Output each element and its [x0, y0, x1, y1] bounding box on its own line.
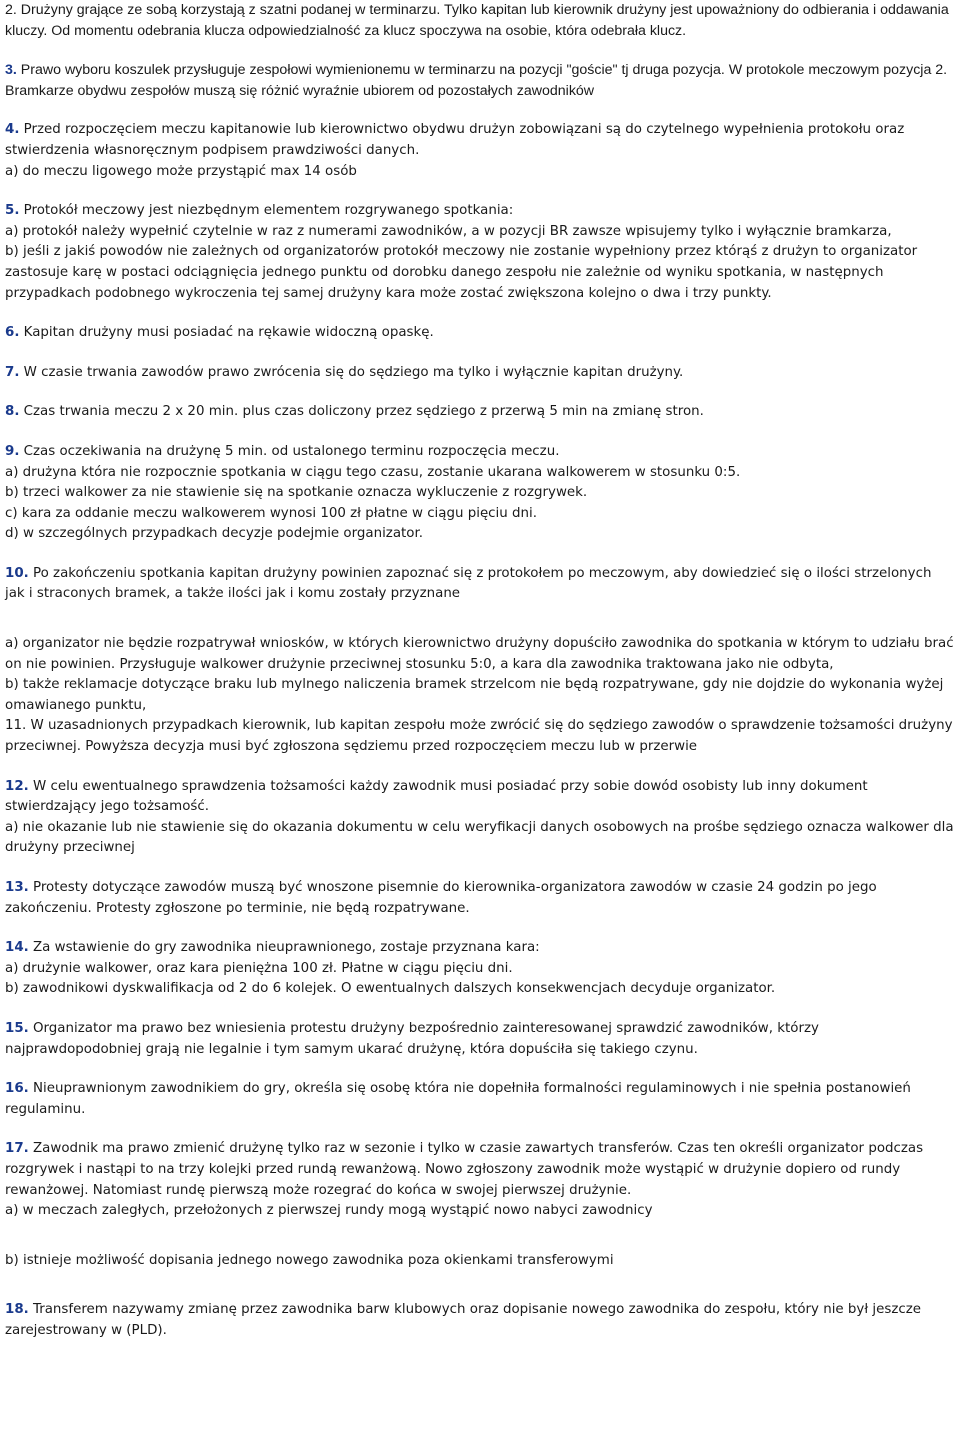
section-12-item-a: a) nie okazanie lub nie stawienie się do okazania dokumentu w celu weryfikacji danych osobowych na prośbe sędziego oznacza walkower dla drużyny przeciwnej — [5, 819, 954, 856]
regulations-document — [5, 0, 955, 1342]
section-number: 14. — [5, 940, 29, 956]
section-text: W celu ewentualnego sprawdzenia tożsamości każdy zawodnik musi posiadać przy sobie dowód osobisty lub inny dokument stwierdzający jego tożsamość. — [5, 778, 868, 815]
section-text: Po zakończeniu spotkania kapitan drużyny powinien zapoznać się z protokołem po meczowym, aby dowiedzieć się o ilości strzelonych jak i straconych bramek, a także ilości jak i komu zostały przyznane — [5, 565, 932, 602]
section-text: Czas oczekiwania na drużynę 5 min. od ustalonego terminu rozpoczęcia meczu. — [19, 443, 560, 459]
section-16 — [5, 1079, 955, 1120]
section-text: Czas trwania meczu 2 x 20 min. plus czas doliczony przez sędziego z przerwą 5 min na zmianę stron. — [19, 404, 704, 420]
section-text: Prawo wyboru koszulek przysługuje zespołowi wymienionemu w terminarzu na pozycji "goście" tj druga pozycja. W protokole meczowym pozycja 2. Bramkarze obydwu zespołów muszą się różnić wyraźnie ubiorem od pozostałych zawodników — [5, 62, 948, 99]
section-2: 2. Drużyny grające ze sobą korzystają z szatni podanej w terminarzu. Tylko kapitan lub kierownik drużyny jest upoważniony do odbierania i oddawania kluczy. Od momentu odebrania klucza odpowiedzialność za klucz spoczywa na osobie, która odebrała klucz. — [5, 2, 949, 39]
section-17-item-a: a) w meczach zaległych, przełożonych z pierwszej rundy mogą wystąpić nowo nabyci zawodnicy — [5, 1203, 653, 1219]
section-8 — [5, 402, 955, 423]
section-9 — [5, 442, 955, 463]
section-text: Nieuprawnionym zawodnikiem do gry, określa się osobę która nie dopełniła formalności regulaminowych i nie spełnia postanowień regulaminu. — [5, 1081, 911, 1117]
section-3 — [5, 60, 955, 101]
section-number: 6. — [5, 325, 20, 341]
section-10 — [5, 564, 955, 605]
section-12 — [5, 777, 955, 818]
section-text: Protesty dotyczące zawodów muszą być wnoszone pisemnie do kierownika-organizatora zawodów w czasie 24 godzin po jego zakończeniu. Protesty zgłoszone po terminie, nie będą rozpatrywane. — [5, 880, 877, 916]
section-text: Zawodnik ma prawo zmienić drużynę tylko raz w sezonie i tylko w czasie zawartych transferów. Czas ten określi organizator podczas rozgrywek i nastąpi to na trzy kolejki przed rundą rewanżową. Nowo zgłoszony zawodnik może wystąpić w drużynie dopiero od rundy rewanżowej. Natomiast rundę pierwszą może rozegrać do końca w swojej pierwszej drużynie. — [5, 1141, 924, 1198]
section-14-item-b: b) zawodnikowi dyskwalifikacja od 2 do 6 kolejek. O ewentualnych dalszych konsekwencjach decyduje organizator. — [5, 981, 776, 997]
section-number: 4. — [5, 122, 20, 138]
section-7 — [5, 363, 955, 384]
section-number: 16. — [5, 1081, 29, 1097]
section-text: W czasie trwania zawodów prawo zwrócenia się do sędziego ma tylko i wyłącznie kapitan drużyny. — [19, 364, 684, 380]
section-9-item-c: c) kara za oddanie meczu walkowerem wynosi 100 zł płatne w ciągu pięciu dni. — [5, 505, 537, 521]
section-5-item-b: b) jeśli z jakiś powodów nie zależnych od organizatorów protokół meczowy nie zostanie wypełniony przez którąś z drużyn to organizator zastosuje karę w postaci odciągnięcia jednego punktu od dorobku danego zespołu nie zależnie od wyniku spotkania, w następnych przypadkach podobnego wykroczenia tej samej drużyny kara może zostać zwiększona kolejno o dwa i trzy punkty. — [5, 244, 918, 301]
section-10-item-a: a) organizator nie będzie rozpatrywał wniosków, w których kierownictwo drużyny dopuściło zawodnika do spotkania w którym to udziału brać on nie powinien. Przysługuje walkower drużynie przeciwnej stosunku 5:0, a kara dla zawodnika traktowana jako nie odbyta, — [5, 636, 954, 672]
section-number: 17. — [5, 1141, 29, 1157]
section-9-item-b: b) trzeci walkower za nie stawienie się na spotkanie oznacza wykluczenie z rozgrywek. — [5, 485, 588, 501]
section-number: 5. — [5, 203, 20, 219]
section-text: Za wstawienie do gry zawodnika nieuprawnionego, zostaje przyznana kara: — [28, 940, 540, 956]
section-17-item-b: b) istnieje możliwość dopisania jednego nowego zawodnika poza okienkami transferowymi — [5, 1252, 614, 1268]
section-number: 15. — [5, 1020, 29, 1036]
section-14 — [5, 938, 955, 959]
section-number: 3. — [5, 62, 17, 79]
section-5 — [5, 201, 955, 222]
section-9-item-d: d) w szczególnych przypadkach decyzje podejmie organizator. — [5, 526, 424, 542]
section-4 — [5, 120, 955, 161]
section-4-item-a: a) do meczu ligowego może przystąpić max 14 osób — [5, 163, 357, 179]
section-5-item-a: a) protokół należy wypełnić czytelnie w raz z numerami zawodników, a w pozycji BR zawsze wpisujemy tylko i wyłącznie bramkarza, — [5, 223, 892, 239]
section-number: 7. — [5, 364, 20, 380]
section-text: Transferem nazywamy zmianę przez zawodnika barw klubowych oraz dopisanie nowego zawodnika do zespołu, który nie był jeszcze zarejestrowany w (PLD). — [5, 1302, 921, 1338]
section-18 — [5, 1300, 955, 1341]
section-text: Protokół meczowy jest niezbędnym elementem rozgrywanego spotkania: — [19, 203, 514, 219]
section-17 — [5, 1139, 955, 1201]
section-text: Przed rozpoczęciem meczu kapitanowie lub kierownictwo obydwu drużyn zobowiązani są do czytelnego wypełnienia protokołu oraz stwierdzenia własnoręcznym podpisem prawdziwości danych. — [5, 122, 905, 158]
section-number: 12. — [5, 778, 29, 794]
section-6 — [5, 323, 955, 344]
section-number: 18. — [5, 1302, 29, 1318]
section-text: Organizator ma prawo bez wniesienia protestu drużyny bezpośrednio zainteresowanej sprawdzić zawodników, którzy najprawdopodobniej grają nie legalnie i tym samym ukarać drużynę, która dopuściła się takiego czynu. — [5, 1020, 819, 1057]
section-10-item-b: b) także reklamacje dotyczące braku lub mylnego naliczenia bramek strzelcom nie będą rozpatrywane, gdy nie dojdzie do wykonania wyżej omawianego punktu, — [5, 677, 944, 713]
section-number: 13. — [5, 880, 29, 895]
section-15 — [5, 1019, 955, 1060]
section-14-item-a: a) drużynie walkower, oraz kara pieniężna 100 zł. Płatne w ciągu pięciu dni. — [5, 960, 513, 976]
section-number: 10. — [5, 565, 29, 581]
section-13 — [5, 878, 955, 919]
section-text: Kapitan drużyny musi posiadać na rękawie widoczną opaskę. — [19, 325, 434, 341]
section-11: 11. W uzasadnionych przypadkach kierownik, lub kapitan zespołu może zwrócić się do sędziego zawodów o sprawdzenie tożsamości drużyny przeciwnej. Powyższa decyzja musi być zgłoszona sędziemu przed rozpoczęciem meczu lub w przerwie — [5, 718, 953, 755]
section-number: 8. — [5, 404, 20, 420]
section-9-item-a: a) drużyna która nie rozpocznie spotkania w ciągu tego czasu, zostanie ukarana walkowerem w stosunku 0:5. — [5, 464, 741, 480]
section-number: 9. — [5, 443, 20, 459]
